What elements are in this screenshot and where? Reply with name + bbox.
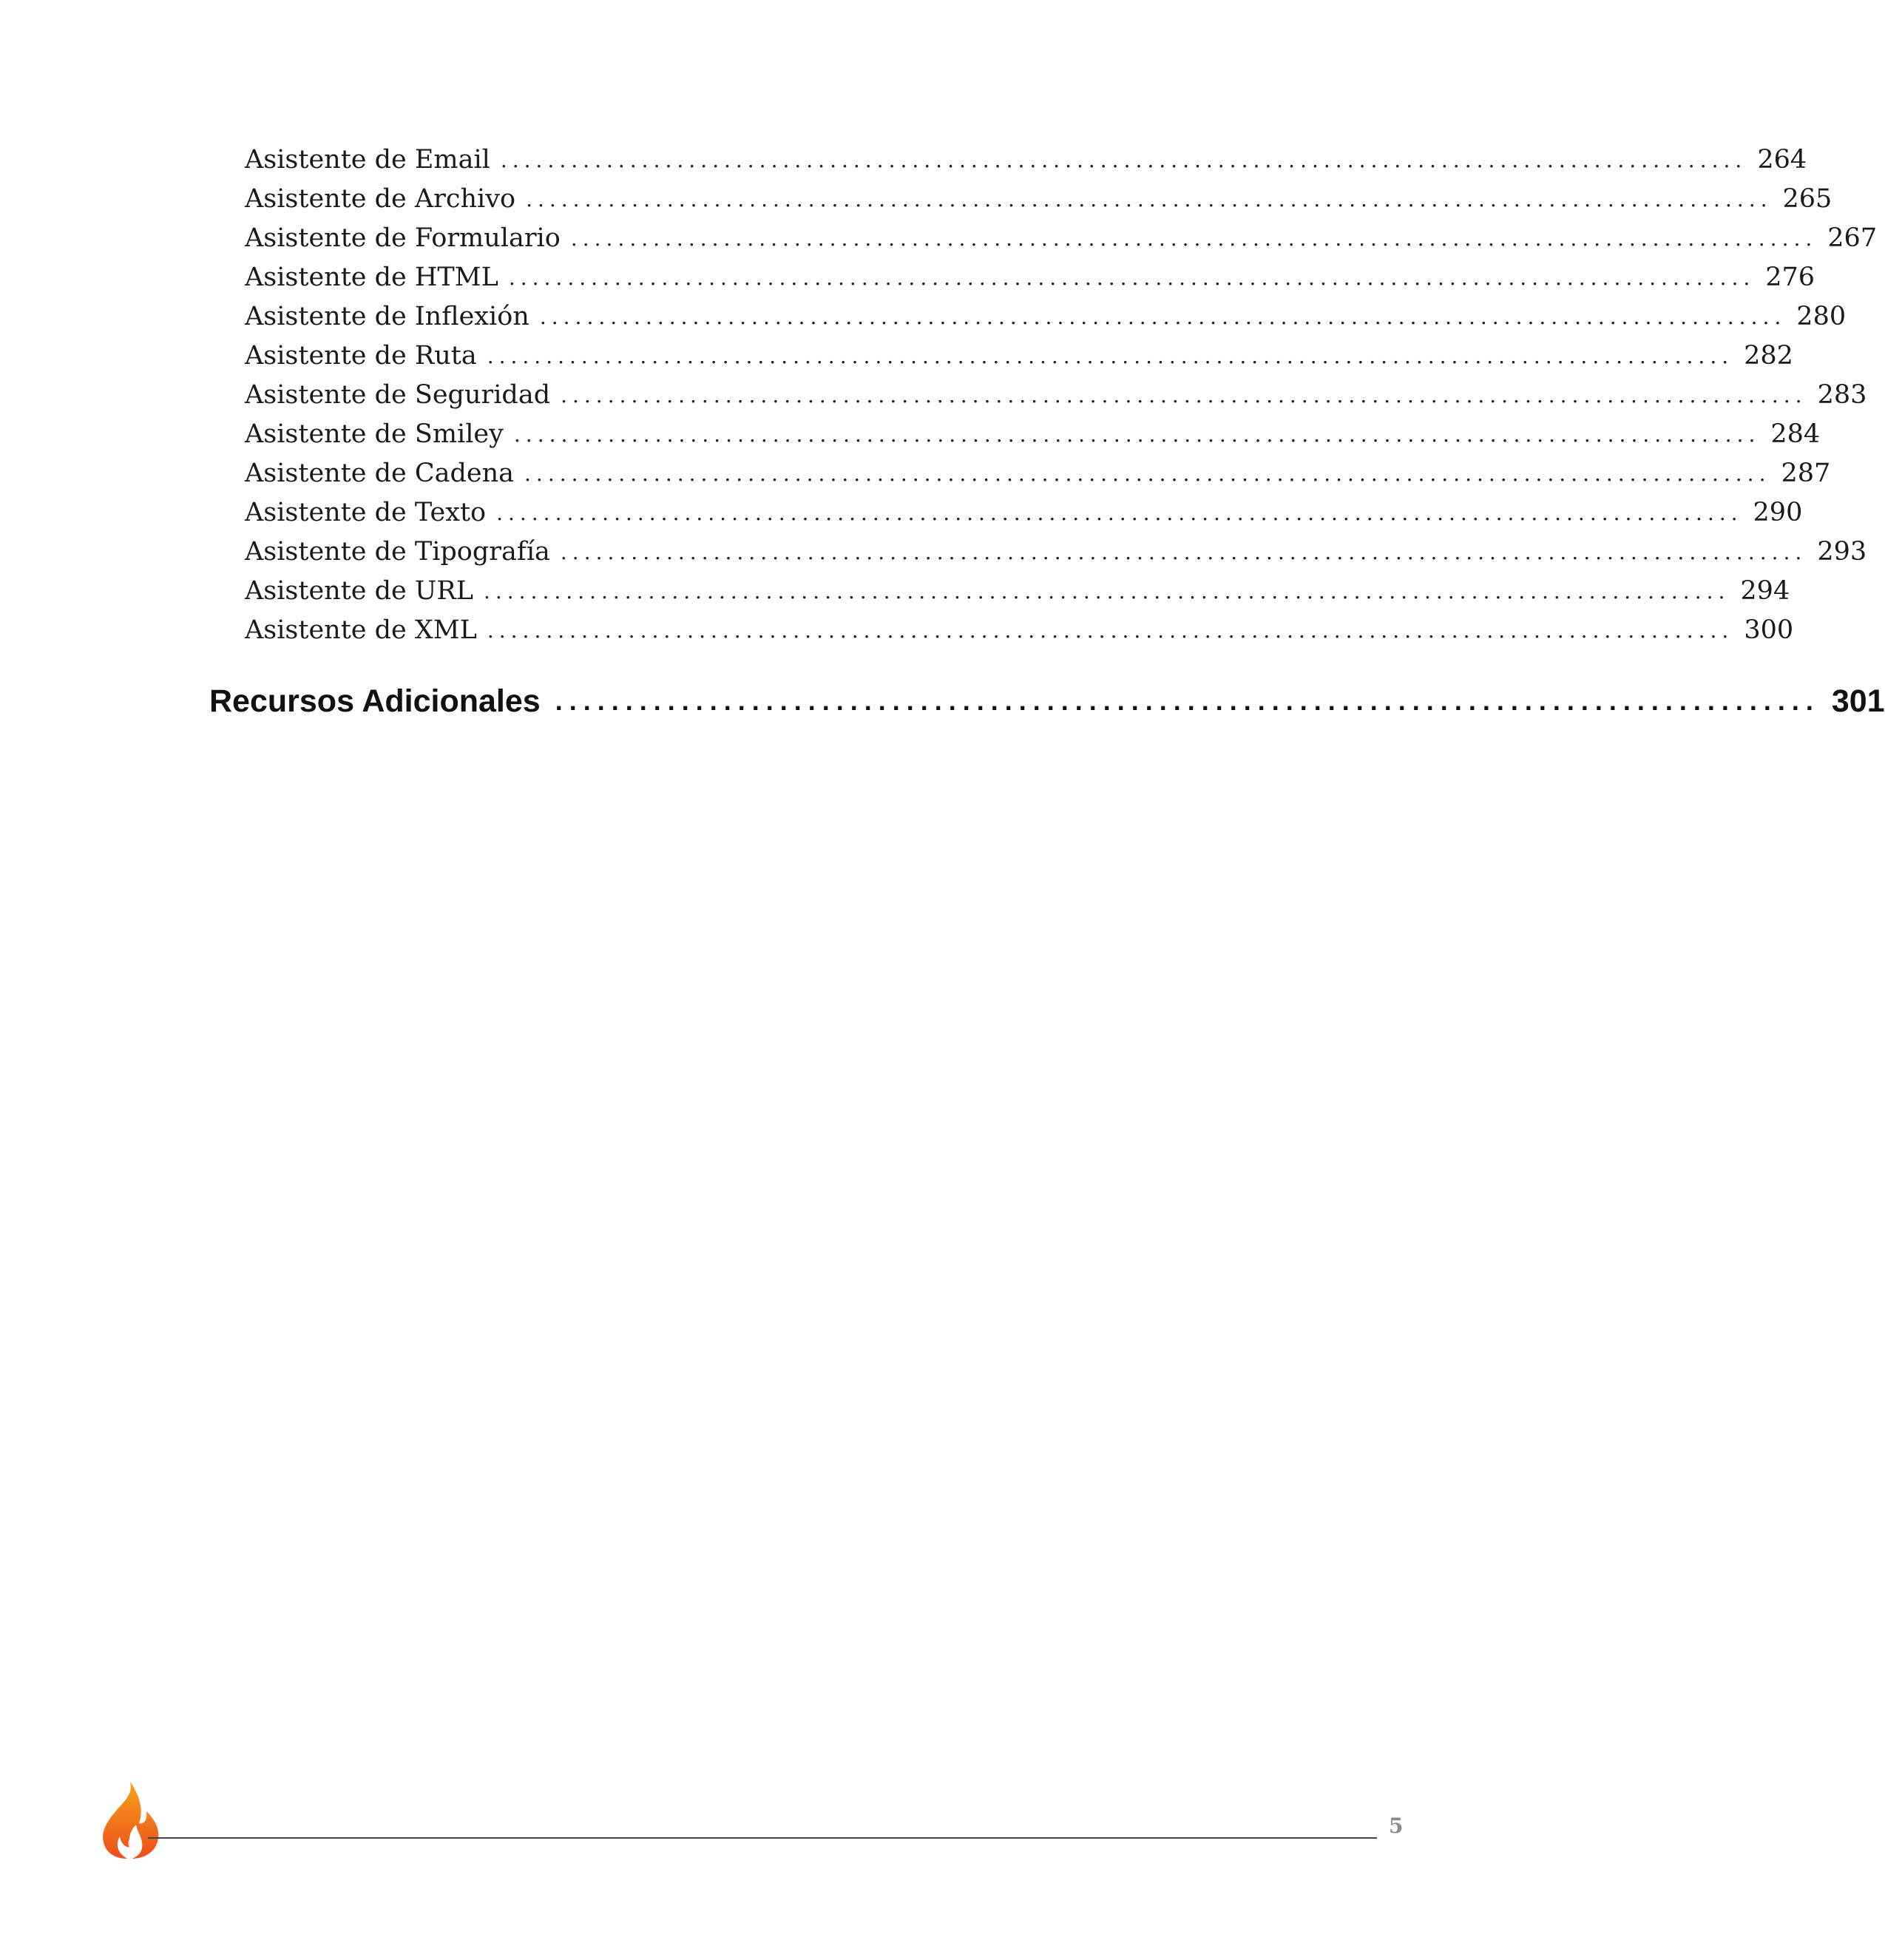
dot-leader: .......................................................................................................... <box>570 226 1818 251</box>
toc-entry[interactable] <box>245 133 1807 175</box>
toc-section-label: Recursos Adicionales <box>209 683 541 719</box>
toc-entry[interactable] <box>245 604 1794 645</box>
toc-section-recursos-adicionales[interactable] <box>209 673 1885 719</box>
footer-rule <box>148 1837 1377 1839</box>
toc-entry-page: 293 <box>1817 537 1867 567</box>
toc-entry-page: 267 <box>1827 223 1878 253</box>
toc-entry-label: Asistente de Archivo <box>245 184 516 214</box>
toc-entry-page: 276 <box>1765 263 1815 292</box>
toc-entry-label: Asistente de Texto <box>245 498 487 527</box>
toc-entry-page: 300 <box>1744 615 1794 645</box>
dot-leader: .......................................................................................................... <box>483 579 1730 604</box>
toc-entry[interactable] <box>245 290 1847 331</box>
toc-entry-page: 283 <box>1817 380 1867 410</box>
toc-entry[interactable] <box>245 368 1867 410</box>
dot-leader: .......................................................................................................... <box>513 422 1761 447</box>
toc-entry-page: 280 <box>1796 302 1847 331</box>
page-number: 5 <box>1389 1814 1404 1838</box>
toc-entry-label: Asistente de Email <box>245 145 490 175</box>
dot-leader: .......................................................................................................... <box>524 462 1771 486</box>
toc-entry[interactable] <box>245 329 1793 371</box>
toc-entry-page: 284 <box>1770 419 1821 449</box>
toc-entry[interactable] <box>245 525 1867 567</box>
toc-entry-page: 294 <box>1740 576 1790 606</box>
toc-entry[interactable] <box>245 172 1832 214</box>
dot-leader: .......................................................................................................... <box>526 187 1773 212</box>
toc-entry-page: 290 <box>1753 498 1803 527</box>
dot-leader: .......................................................................................................... <box>539 305 1787 329</box>
toc-entry[interactable] <box>245 447 1831 488</box>
dot-leader: .......................................................................................................... <box>487 618 1734 643</box>
toc-entry-label: Asistente de Inflexión <box>245 302 529 331</box>
dot-leader: .......................................................................................... <box>555 686 1820 716</box>
toc-entry[interactable] <box>245 212 1878 253</box>
toc-entry-page: 265 <box>1782 184 1832 214</box>
toc-entry[interactable] <box>245 564 1790 606</box>
toc-section-page: 301 <box>1831 683 1885 719</box>
toc-entry-label: Asistente de Smiley <box>245 419 504 449</box>
toc-entry-page: 264 <box>1757 145 1807 175</box>
dot-leader: .......................................................................................................... <box>496 501 1743 525</box>
dot-leader: .......................................................................................................... <box>487 344 1734 368</box>
toc-entry-label: Asistente de XML <box>245 615 477 645</box>
dot-leader: .......................................................................................................... <box>560 540 1807 564</box>
toc-entry[interactable] <box>245 251 1815 292</box>
dot-leader: .......................................................................................................... <box>561 383 1807 408</box>
toc-entry-label: Asistente de Tipografía <box>245 537 550 567</box>
flame-icon <box>95 1779 161 1860</box>
toc-entry-page: 287 <box>1781 459 1831 488</box>
toc-entry-label: Asistente de HTML <box>245 263 498 292</box>
toc-entry-label: Asistente de Seguridad <box>245 380 551 410</box>
toc-entry-label: Asistente de Formulario <box>245 223 561 253</box>
toc-entry-label: Asistente de Cadena <box>245 459 515 488</box>
toc-entry[interactable] <box>245 486 1803 527</box>
toc-entry[interactable] <box>245 408 1821 449</box>
toc-entry-label: Asistente de URL <box>245 576 473 606</box>
dot-leader: .......................................................................................................... <box>508 266 1756 290</box>
dot-leader: .......................................................................................................... <box>500 148 1747 172</box>
toc-entry-page: 282 <box>1744 341 1793 371</box>
toc-entry-label: Asistente de Ruta <box>245 341 477 371</box>
